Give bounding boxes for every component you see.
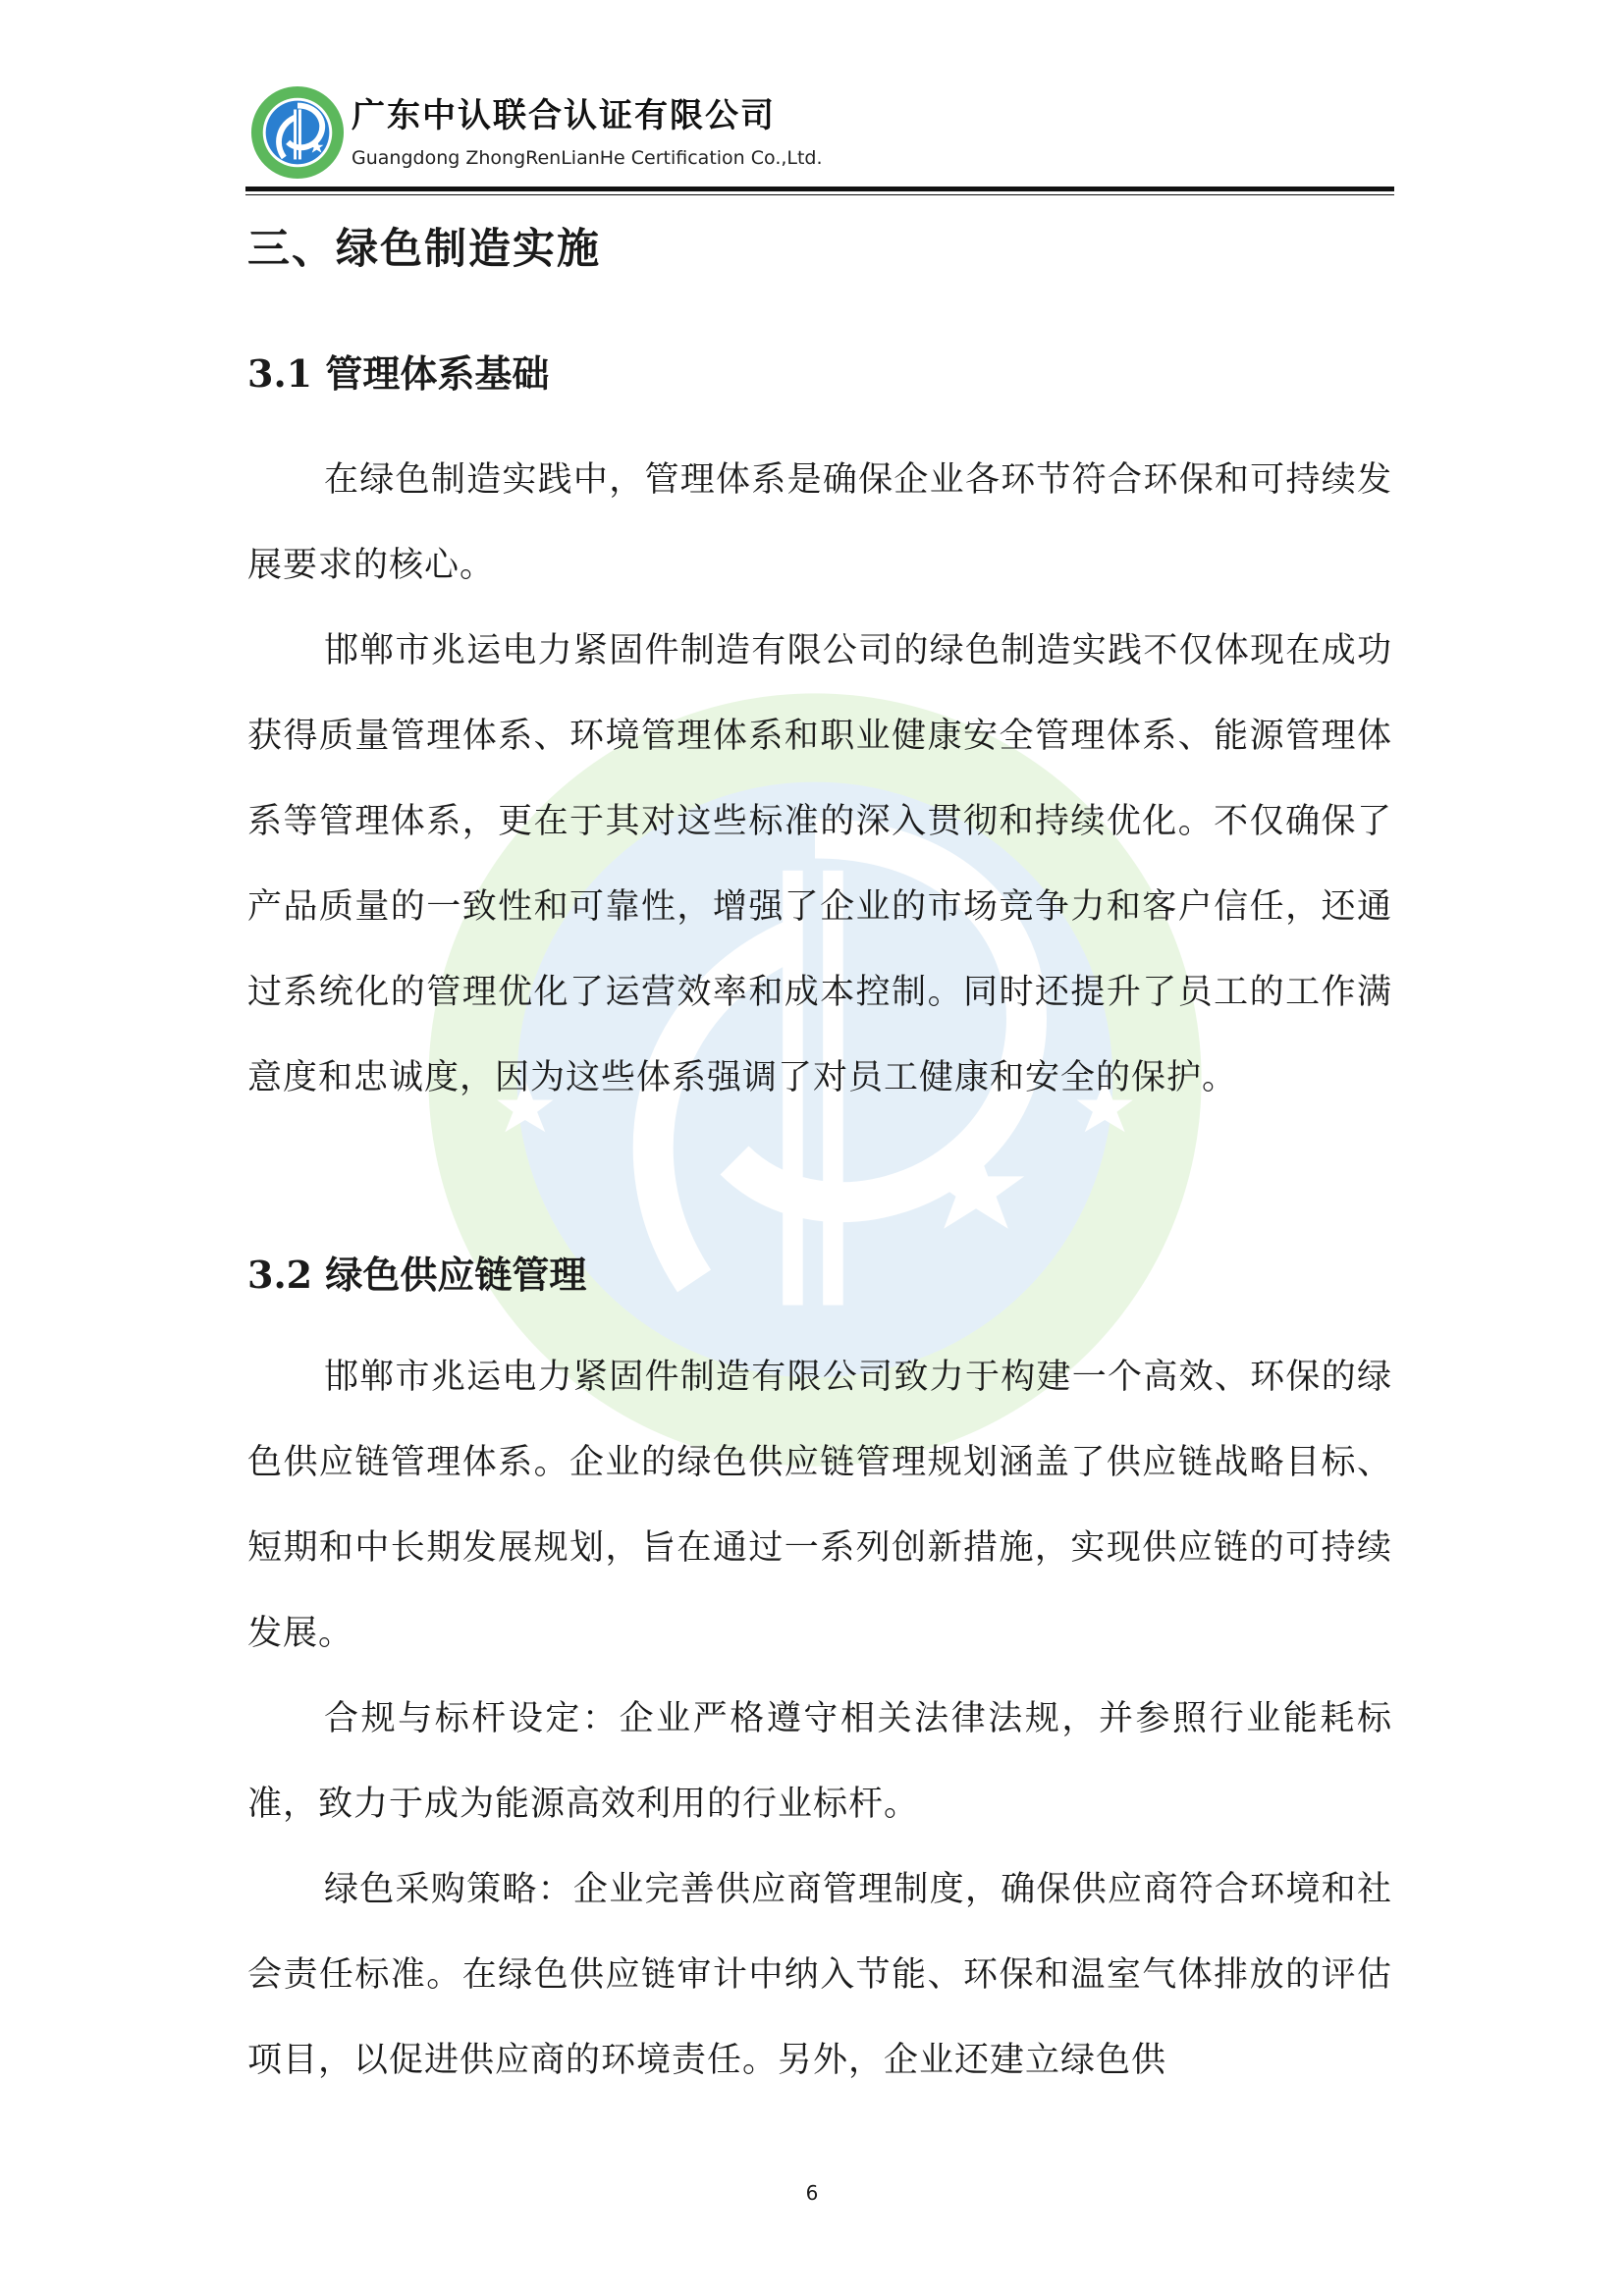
company-name-cn: 广东中认联合认证有限公司 [352, 96, 776, 135]
company-logo-icon [249, 84, 346, 181]
subsection-title: 3.1 管理体系基础 [247, 351, 550, 396]
company-name-en: Guangdong ZhongRenLianHe Certification Co.,Ltd. [352, 147, 823, 169]
paragraph: 合规与标杆设定：企业严格遵守相关法律法规，并参照行业能耗标准，致力于成为能源高效利用的行业标杆。 [247, 1699, 1392, 1824]
paragraph: 邯郸市兆运电力紧固件制造有限公司的绿色制造实践不仅体现在成功获得质量管理体系、环境管理体系和职业健康安全管理体系、能源管理体系等管理体系，更在于其对这些标准的深入贯彻和持续优化。不仅确保了产品质量的一致性和可靠性，增强了企业的市场竞争力和客户信任，还通过系统化的管理优化了运营效率和成本控制。同时还提升了员工的工作满意度和忠诚度，因为这些体系强调了对员工健康和安全的保护。 [247, 631, 1392, 1097]
header-divider-thin [245, 194, 1394, 195]
section-title: 三、绿色制造实施 [247, 225, 601, 274]
paragraph: 绿色采购策略：企业完善供应商管理制度，确保供应商符合环境和社会责任标准。在绿色供应链审计中纳入节能、环保和温室气体排放的评估项目，以促进供应商的环境责任。另外，企业还建立绿色供 [247, 1870, 1392, 2080]
subsection-title: 3.2 绿色供应链管理 [247, 1253, 587, 1297]
page-number: 6 [805, 2181, 819, 2205]
header-divider-thick [245, 187, 1394, 191]
paragraph: 邯郸市兆运电力紧固件制造有限公司致力于构建一个高效、环保的绿色供应链管理体系。企业的绿色供应链管理规划涵盖了供应链战略目标、短期和中长期发展规划，旨在通过一系列创新措施，实现供应链的可持续发展。 [247, 1358, 1392, 1653]
page-header [245, 84, 1394, 192]
paragraph: 在绿色制造实践中，管理体系是确保企业各环节符合环保和可持续发展要求的核心。 [247, 460, 1392, 585]
